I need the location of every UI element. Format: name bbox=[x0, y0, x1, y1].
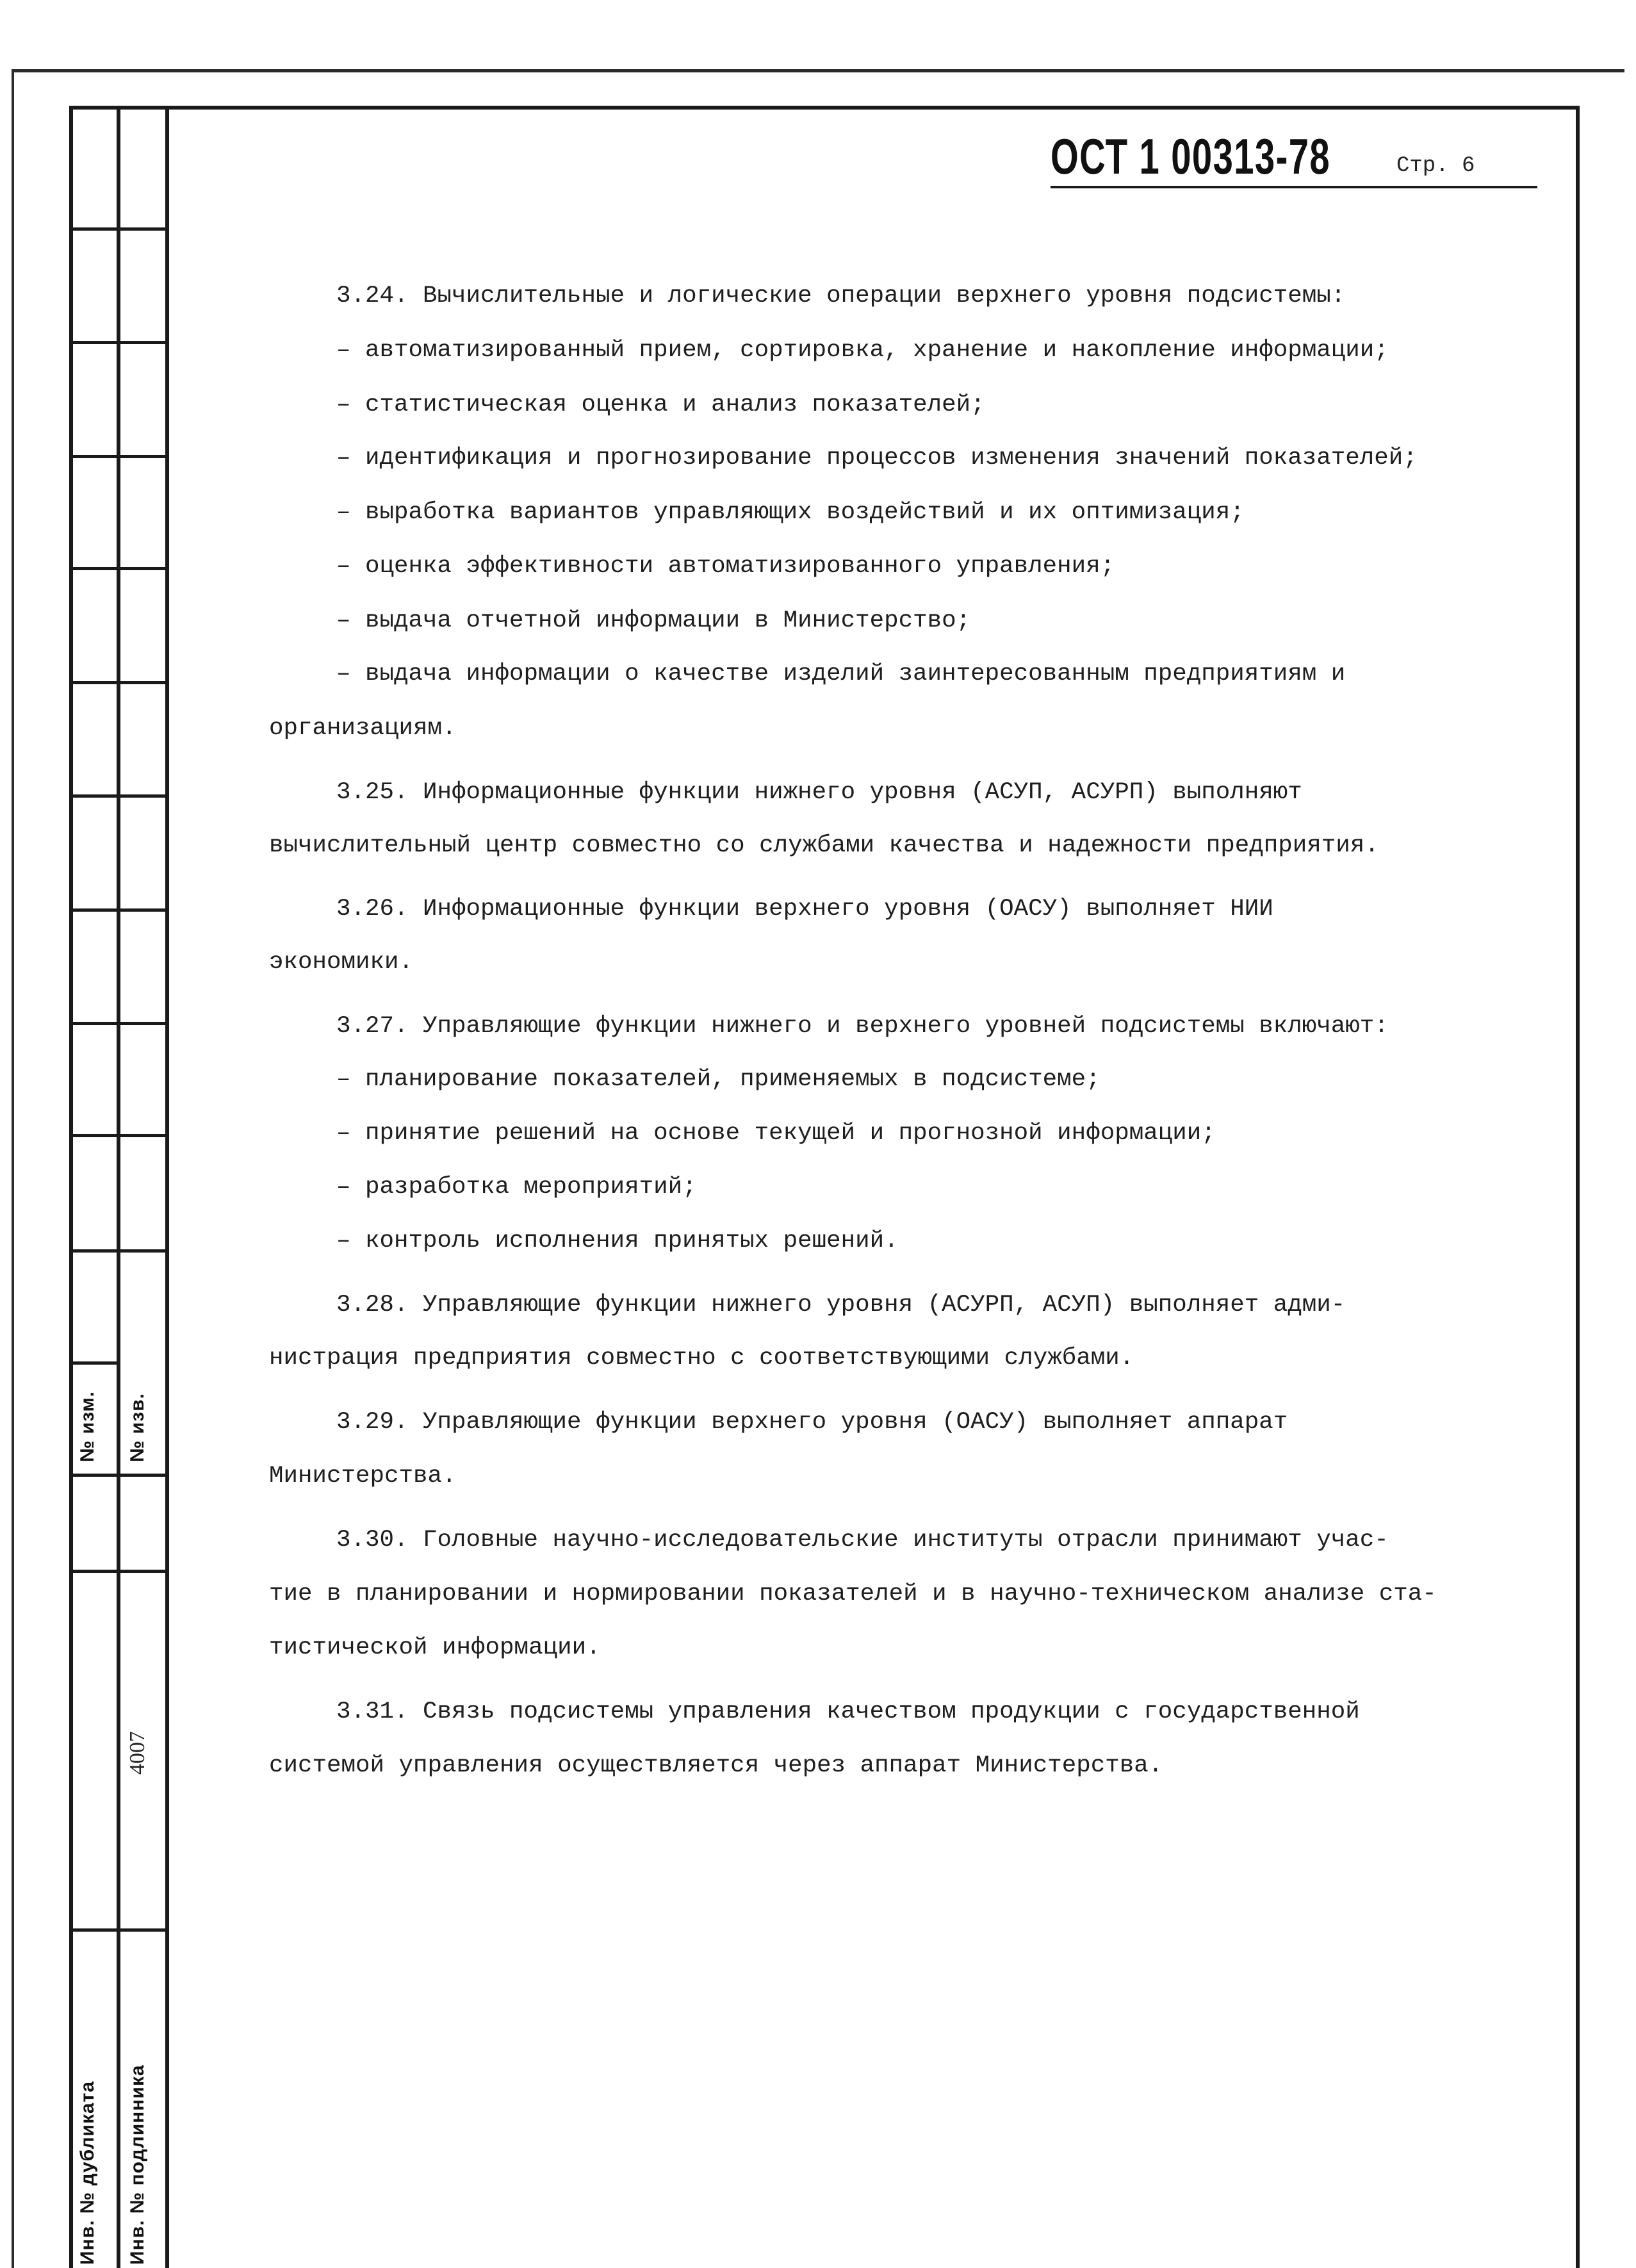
text-line: организациям. bbox=[269, 715, 457, 742]
sidebar-label-izv: № изв. bbox=[127, 1393, 148, 1462]
sidebar-row-line bbox=[69, 1134, 165, 1137]
sidebar-right-border bbox=[165, 106, 169, 2268]
sidebar-row-line bbox=[69, 681, 165, 684]
sidebar-divider bbox=[117, 106, 120, 2268]
sidebar-row-line bbox=[69, 1249, 165, 1253]
outer-border-left bbox=[12, 69, 14, 2268]
text-line: – выдача информации о качестве изделий заинтересованным предприятиям и bbox=[336, 661, 1346, 687]
text-line: нистрация предприятия совместно с соответствующими службами. bbox=[269, 1345, 1134, 1372]
sidebar-row-line bbox=[69, 227, 165, 231]
text-line: Министерства. bbox=[269, 1463, 457, 1490]
sidebar-row-line bbox=[69, 567, 165, 570]
outer-border-top bbox=[12, 69, 1624, 72]
sidebar-row-line bbox=[69, 1474, 165, 1477]
text-line: 3.27. Управляющие функции нижнего и верхнего уровней подсистемы включают: bbox=[336, 1013, 1389, 1040]
text-line: – выдача отчетной информации в Министерство; bbox=[336, 607, 971, 634]
sidebar-orig-inv-number: 4007 bbox=[126, 1731, 149, 1775]
sidebar-row-line bbox=[69, 1361, 119, 1365]
text-line: 3.28. Управляющие функции нижнего уровня (АСУРП, АСУП) выполняет адми- bbox=[336, 1292, 1346, 1319]
text-line: – контроль исполнения принятых решений. bbox=[336, 1228, 899, 1254]
text-line: вычислительный центр совместно со службами качества и надежности предприятия. bbox=[269, 832, 1379, 859]
text-line: тистической информации. bbox=[269, 1634, 601, 1661]
text-line: – принятие решений на основе текущей и прогнозной информации; bbox=[336, 1120, 1216, 1147]
text-line: 3.29. Управляющие функции верхнего уровня (ОАСУ) выполняет аппарат bbox=[336, 1409, 1288, 1436]
sidebar-row-line bbox=[69, 1928, 165, 1932]
text-line: – автоматизированный прием, сортировка, хранение и накопление информации; bbox=[336, 337, 1389, 364]
sidebar-label-dup-inv: Инв. № дубликата bbox=[77, 2080, 98, 2265]
text-line: – статистическая оценка и анализ показателей; bbox=[336, 391, 985, 418]
text-line: – планирование показателей, применяемых в подсистеме; bbox=[336, 1066, 1100, 1093]
sidebar-row-line bbox=[69, 1022, 165, 1025]
page-header bbox=[1051, 128, 1537, 188]
text-line: – выработка вариантов управляющих воздействий и их оптимизация; bbox=[336, 499, 1245, 526]
sidebar-label-orig-inv: Инв. № подлинника bbox=[127, 2064, 148, 2265]
text-line: тие в планировании и нормировании показателей и в научно-техническом анализе ста- bbox=[269, 1581, 1437, 1607]
text-line: 3.30. Головные научно-исследовательские институты отрасли принимают учас- bbox=[336, 1527, 1389, 1554]
text-line: 3.24. Вычислительные и логические операции верхнего уровня подсистемы: bbox=[336, 283, 1346, 309]
text-line: 3.26. Информационные функции верхнего уровня (ОАСУ) выполняет НИИ bbox=[336, 896, 1273, 923]
text-line: экономики. bbox=[269, 949, 414, 976]
standard-number: ОСТ 1 00313-78 bbox=[1051, 128, 1331, 185]
sidebar-row-line bbox=[69, 794, 165, 798]
text-line: – идентификация и прогнозирование процессов изменения значений показателей; bbox=[336, 445, 1418, 472]
text-line: 3.25. Информационные функции нижнего уровня (АСУП, АСУРП) выполняют bbox=[336, 779, 1302, 806]
text-line: – оценка эффективности автоматизированного управления; bbox=[336, 553, 1115, 580]
sidebar-row-line bbox=[69, 455, 165, 458]
page-number: Стр. 6 bbox=[1396, 154, 1475, 178]
sidebar-row-line bbox=[69, 908, 165, 912]
sidebar-row-line bbox=[69, 341, 165, 344]
sidebar-row-line bbox=[69, 1570, 165, 1573]
text-line: 3.31. Связь подсистемы управления качеством продукции с государственной bbox=[336, 1698, 1360, 1725]
text-line: – разработка мероприятий; bbox=[336, 1174, 697, 1201]
sidebar-label-izm: № изм. bbox=[77, 1391, 98, 1462]
text-line: системой управления осуществляется через аппарат Министерства. bbox=[269, 1752, 1163, 1779]
